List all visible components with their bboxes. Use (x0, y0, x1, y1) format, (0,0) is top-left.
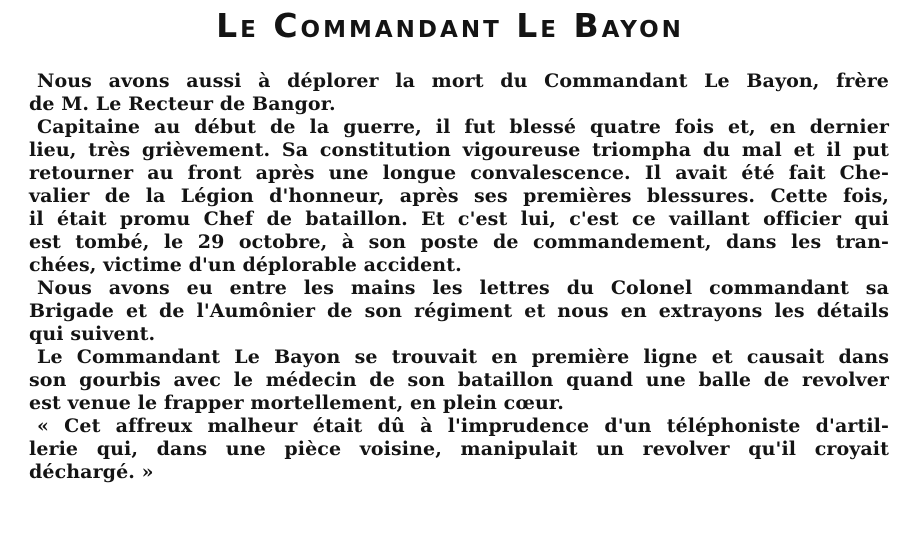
text-line: retourner au front après une longue convalescence. Il avait été fait Che- (29, 162, 889, 184)
text-line: de M. Le Recteur de Bangor. (29, 93, 336, 115)
text-line: son gourbis avec le médecin de son bataillon quand une balle de revolver (29, 369, 889, 391)
text-line: Le Commandant Le Bayon se trouvait en première ligne et causait dans (37, 346, 889, 368)
paragraph-2 (29, 116, 889, 277)
text-line: « Cet affreux malheur était dû à l'imprudence d'un téléphoniste d'artil- (37, 415, 889, 437)
article-title: Le Commandant Le Bayon (216, 6, 684, 45)
text-line: chées, victime d'un déplorable accident. (29, 254, 462, 276)
text-line: est tombé, le 29 octobre, à son poste de commandement, dans les tran- (29, 231, 889, 253)
text-line: déchargé. » (29, 461, 154, 483)
text-line: Nous avons eu entre les mains les lettres du Colonel commandant sa (37, 277, 889, 299)
text-line: qui suivent. (29, 323, 156, 345)
paragraph-4 (29, 346, 889, 415)
text-line: Capitaine au début de la guerre, il fut blessé quatre fois et, en dernier (37, 116, 889, 138)
text-line: lieu, très grièvement. Sa constitution vigoureuse triompha du mal et il put (29, 139, 889, 161)
paragraph-1 (29, 70, 889, 116)
text-line: Brigade et de l'Aumônier de son régiment et nous en extrayons les détails (29, 300, 889, 322)
article-body (29, 70, 889, 484)
paragraph-3 (29, 277, 889, 346)
text-line: est venue le frapper mortellement, en plein cœur. (29, 392, 564, 414)
text-line: il était promu Chef de bataillon. Et c'est lui, c'est ce vaillant officier qui (29, 208, 889, 230)
text-line: valier de la Légion d'honneur, après ses premières blessures. Cette fois, (29, 185, 889, 207)
text-line: lerie qui, dans une pièce voisine, manipulait un revolver qu'il croyait (29, 438, 889, 460)
text-line: Nous avons aussi à déplorer la mort du Commandant Le Bayon, frère (37, 70, 889, 92)
paragraph-5 (29, 415, 889, 484)
